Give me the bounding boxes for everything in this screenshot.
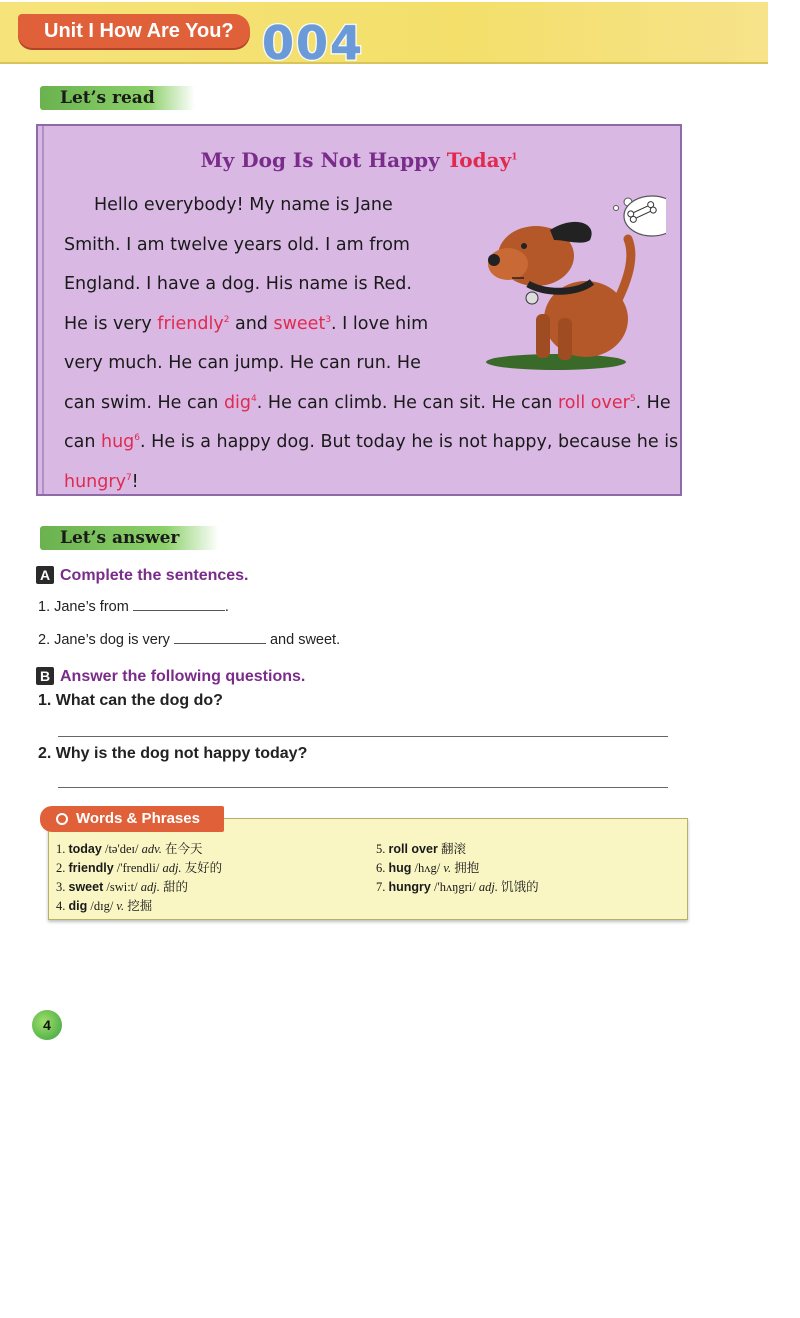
- story-title-red: Today: [446, 148, 512, 172]
- question-b1: 1. What can the dog do?: [38, 692, 223, 709]
- keyword-dig: dig: [223, 392, 252, 413]
- keyword-roll-over: roll over: [557, 392, 630, 413]
- word-entry: 6. hug /hʌg/ v. 拥抱: [376, 861, 480, 875]
- words-phrases-tab: Words & Phrases: [40, 806, 224, 832]
- answer-blank-a2[interactable]: [174, 629, 266, 644]
- answer-line-b1[interactable]: [58, 736, 668, 737]
- story-paragraph: Hello everybody! My name is Jane Smith. I am twelve years old. I am from England. I have a dog. His name is Red. He is very friendly$^2$ and sweet$^3$. I love him very much. He can jump. He can run. He can swim. He can dig$^4$. He can climb. He can sit. He can roll over$^5$. He can hug$^6$. He is a happy dog. But today he is not happy, because he is hungry$^7$!: [64, 195, 679, 492]
- story-title: My Dog Is Not Happy Today$^1$: [200, 148, 518, 172]
- word-entry: 3. sweet /swi:t/ adj. 甜的: [56, 880, 189, 894]
- keyword-hungry: hungry: [64, 471, 126, 492]
- section-a-letter: A: [36, 566, 54, 584]
- question-a2: 2. Jane’s dog is very and sweet.: [38, 629, 340, 648]
- lets-read-label: Let’s read: [40, 86, 195, 110]
- question-a1: 1. Jane’s from .: [38, 596, 229, 615]
- section-a-heading: A Complete the sentences.: [36, 566, 249, 585]
- words-column-left: [56, 840, 222, 916]
- word-entry: 2. friendly /'frendli/ adj. 友好的: [56, 861, 223, 875]
- answer-line-b2[interactable]: [58, 787, 668, 788]
- word-entry: 7. hungry /'hʌŋgri/ adj. 饥饿的: [376, 880, 539, 894]
- target-icon: [56, 813, 68, 825]
- word-entry: 1. today /tə'deɪ/ adv. 在今天: [56, 842, 203, 856]
- page-number-badge: 4: [32, 1010, 62, 1040]
- page-code: 004: [262, 16, 365, 70]
- word-entry: 4. dig /dɪg/ v. 挖掘: [56, 899, 153, 913]
- section-b-heading: B Answer the following questions.: [36, 667, 305, 686]
- lets-answer-label: Let’s answer: [40, 526, 219, 550]
- keyword-sweet: sweet: [273, 313, 326, 334]
- unit-title-tab: Unit I How Are You?: [18, 14, 250, 48]
- keyword-friendly: friendly: [157, 313, 224, 334]
- section-b-letter: B: [36, 667, 54, 685]
- word-entry: 5. roll over 翻滚: [376, 842, 466, 856]
- words-column-right: [376, 840, 539, 897]
- question-b2: 2. Why is the dog not happy today?: [38, 745, 308, 762]
- keyword-hug: hug: [101, 432, 135, 452]
- answer-blank-a1[interactable]: [133, 596, 225, 611]
- story-box: [36, 124, 682, 496]
